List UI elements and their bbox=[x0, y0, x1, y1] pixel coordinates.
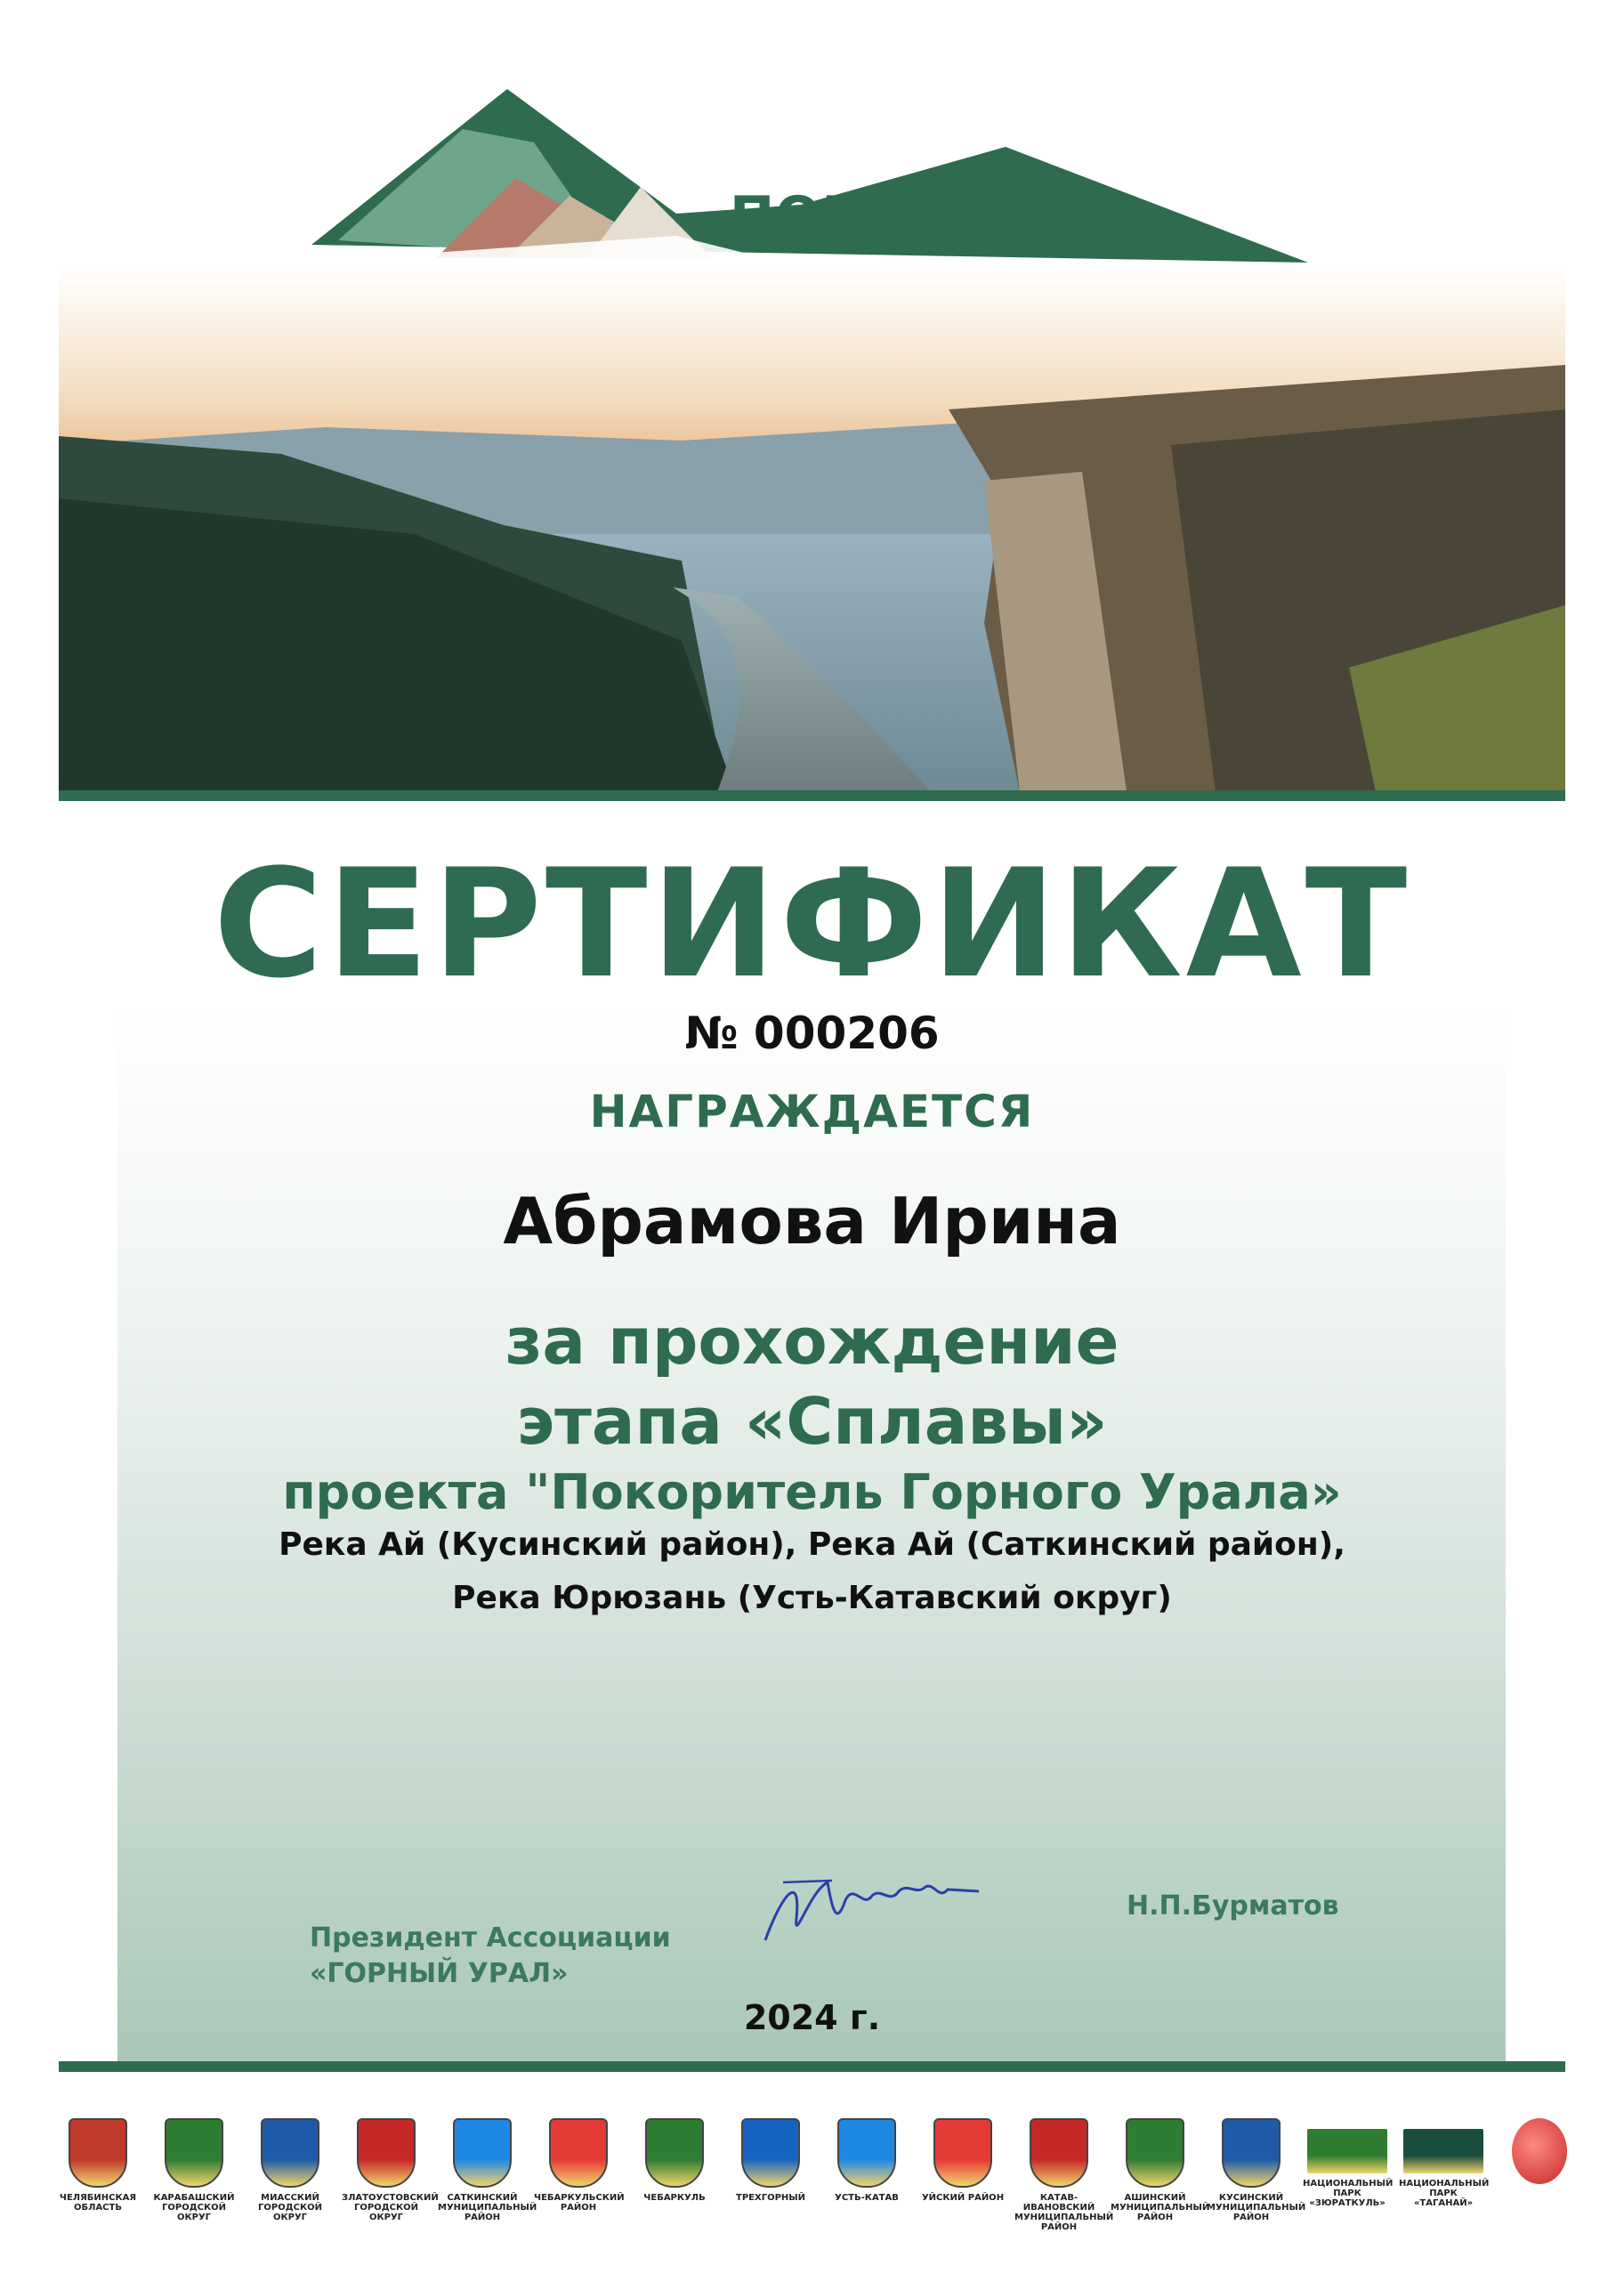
chebarkul-district-emblem bbox=[549, 2118, 608, 2188]
signer-name: Н.П.Бурматов bbox=[1127, 1890, 1339, 1922]
signer-position-line1: Президент Ассоциации bbox=[310, 1922, 671, 1954]
emblem-item bbox=[534, 2118, 623, 2213]
emblem-caption: НАЦИОНАЛЬНЫЙ ПАРК «ТАГАНАЙ» bbox=[1399, 2179, 1490, 2208]
reason-line1: за прохождение bbox=[505, 1304, 1119, 1379]
emblem-item bbox=[1495, 2118, 1584, 2189]
zlatoust-emblem bbox=[357, 2118, 416, 2188]
emblem-item bbox=[149, 2118, 238, 2222]
uysky-emblem bbox=[933, 2118, 992, 2188]
emblem-caption: УСТЬ-КАТАВ bbox=[835, 2193, 899, 2203]
emblem-caption: САТКИНСКИЙ МУНИЦИПАЛЬНЫЙ РАЙОН bbox=[438, 2193, 537, 2222]
emblem-caption: ТРЕХГОРНЫЙ bbox=[736, 2193, 805, 2203]
miass-emblem bbox=[261, 2118, 319, 2188]
trekhgorny-emblem bbox=[741, 2118, 800, 2188]
emblem-caption: ЧЕБАРКУЛЬ bbox=[643, 2193, 706, 2203]
emblem-item bbox=[630, 2118, 719, 2203]
emblem-item bbox=[342, 2118, 439, 2222]
emblem-caption: НАЦИОНАЛЬНЫЙ ПАРК «ЗЮРАТКУЛЬ» bbox=[1303, 2179, 1394, 2208]
certificate-number: № 000206 bbox=[684, 1007, 940, 1059]
reason-line2: этапа «Сплавы» bbox=[516, 1384, 1108, 1459]
awarded-label: НАГРАЖДАЕТСЯ bbox=[589, 1086, 1035, 1137]
emblem-item bbox=[1111, 2118, 1210, 2222]
certificate-year: 2024 г. bbox=[743, 1998, 881, 2037]
brand-line1: ПОКОРИТЕЛЬ bbox=[730, 185, 1159, 247]
association-sun-logo bbox=[1512, 2118, 1567, 2184]
satka-emblem bbox=[453, 2118, 512, 2188]
emblem-item bbox=[1303, 2118, 1392, 2208]
certificate-title: СЕРТИФИКАТ bbox=[213, 837, 1411, 1011]
taganay-park-logo bbox=[1403, 2129, 1483, 2173]
landscape-photo bbox=[59, 267, 1565, 792]
footer-divider bbox=[59, 2061, 1565, 2072]
emblem-item bbox=[918, 2118, 1007, 2203]
karabash-emblem bbox=[165, 2118, 223, 2188]
rivers-line2: Река Юрюзань (Усть-Катавский округ) bbox=[452, 1580, 1172, 1616]
kusa-emblem bbox=[1222, 2118, 1281, 2188]
katav-ivanovsk-emblem bbox=[1030, 2118, 1088, 2188]
asha-emblem bbox=[1126, 2118, 1184, 2188]
emblem-caption: КУСИНСКИЙ МУНИЦИПАЛЬНЫЙ РАЙОН bbox=[1207, 2193, 1306, 2222]
handwritten-signature-icon bbox=[747, 1856, 1014, 1962]
emblem-caption: КАТАВ-ИВАНОВСКИЙ МУНИЦИПАЛЬНЫЙ РАЙОН bbox=[1014, 2193, 1114, 2232]
emblem-caption: МИАССКИЙ ГОРОДСКОЙ ОКРУГ bbox=[258, 2193, 322, 2222]
emblem-caption: УЙСКИЙ РАЙОН bbox=[921, 2193, 1005, 2203]
emblem-item bbox=[1014, 2118, 1114, 2232]
emblem-item bbox=[246, 2118, 335, 2222]
emblem-item bbox=[438, 2118, 537, 2222]
emblem-item bbox=[1207, 2118, 1306, 2222]
emblem-item bbox=[822, 2118, 911, 2203]
emblem-caption: ЧЕБАРКУЛЬСКИЙ РАЙОН bbox=[534, 2193, 625, 2213]
signer-position bbox=[310, 1921, 671, 1992]
emblem-caption: АШИНСКИЙ МУНИЦИПАЛЬНЫЙ РАЙОН bbox=[1111, 2193, 1210, 2222]
emblem-item bbox=[53, 2118, 142, 2213]
signer-position-line2: «ГОРНЫЙ УРАЛ» bbox=[310, 1958, 569, 1989]
chebarkul-emblem bbox=[645, 2118, 704, 2188]
emblem-item bbox=[1399, 2118, 1488, 2208]
emblem-item bbox=[726, 2118, 815, 2203]
mountain-logo-icon bbox=[303, 80, 1308, 285]
ust-katav-emblem bbox=[837, 2118, 896, 2188]
chelyabinsk-region-emblem bbox=[69, 2118, 127, 2188]
emblem-caption: КАРАБАШСКИЙ ГОРОДСКОЙ ОКРУГ bbox=[153, 2193, 235, 2222]
recipient-name: Абрамова Ирина bbox=[503, 1184, 1121, 1258]
photo-divider bbox=[59, 790, 1565, 801]
reason-line3: проекта "Покоритель Горного Урала» bbox=[282, 1464, 1342, 1520]
emblem-caption: ЧЕЛЯБИНСКАЯ ОБЛАСТЬ bbox=[59, 2193, 137, 2213]
zyuratkul-park-logo bbox=[1307, 2129, 1387, 2173]
rivers-line1: Река Ай (Кусинский район), Река Ай (Саткинский район), bbox=[279, 1526, 1345, 1563]
emblem-caption: ЗЛАТОУСТОВСКИЙ ГОРОДСКОЙ ОКРУГ bbox=[342, 2193, 439, 2222]
